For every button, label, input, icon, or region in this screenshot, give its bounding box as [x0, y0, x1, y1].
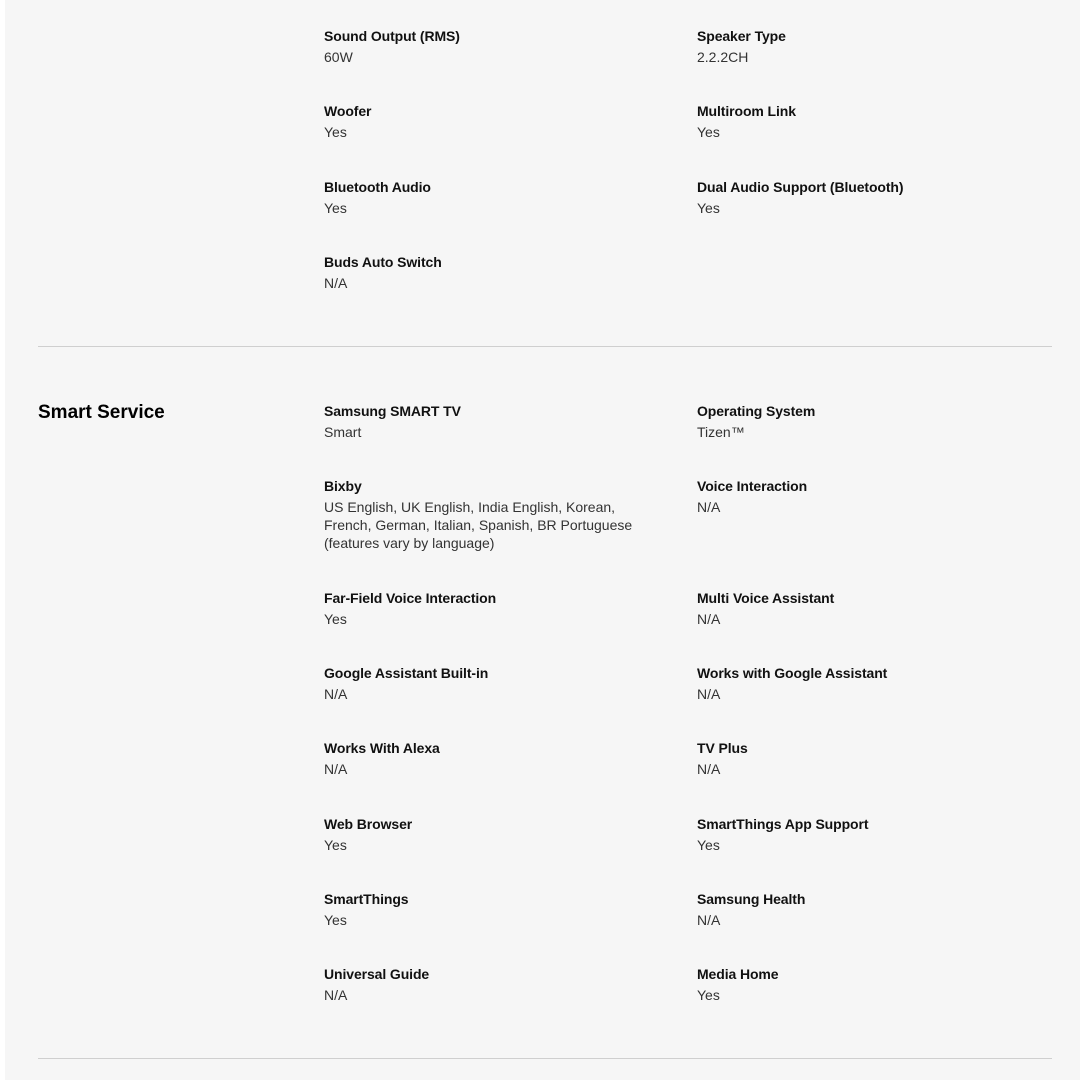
section-divider — [38, 346, 1052, 347]
spec-name: SmartThings — [324, 891, 409, 907]
section-divider — [38, 1058, 1052, 1059]
spec-name: Far-Field Voice Interaction — [324, 590, 497, 606]
spec-value: Yes — [324, 837, 347, 853]
spec-value: N/A — [697, 611, 721, 627]
spec-name: Dual Audio Support (Bluetooth) — [697, 179, 904, 195]
spec-value: N/A — [324, 761, 348, 777]
spec-item-sound-output — [324, 27, 664, 66]
spec-value: N/A — [324, 686, 348, 702]
spec-name: Universal Guide — [324, 966, 430, 982]
spec-value: Yes — [324, 124, 347, 140]
spec-value: Yes — [324, 200, 347, 216]
spec-item-operating-system — [697, 402, 1037, 441]
spec-value: Yes — [697, 200, 720, 216]
spec-value: Yes — [324, 611, 347, 627]
spec-value: 60W — [324, 49, 353, 65]
spec-value: Yes — [697, 837, 720, 853]
spec-name: Works With Alexa — [324, 740, 440, 756]
spec-item-google-assistant-built-in — [324, 664, 664, 703]
spec-value: Tizen™ — [697, 424, 745, 440]
spec-item-multiroom-link — [697, 102, 1037, 141]
spec-item-smartthings — [324, 890, 664, 929]
spec-item-far-field-voice — [324, 589, 664, 628]
spec-item-multi-voice-assistant — [697, 589, 1037, 628]
spec-value: Yes — [324, 912, 347, 928]
spec-item-works-with-google-assistant — [697, 664, 1037, 703]
spec-name: Web Browser — [324, 816, 413, 832]
spec-value: US English, UK English, India English, Korean, French, German, Italian, Spanish, BR Portuguese (features vary by language) — [324, 499, 633, 551]
spec-value: Yes — [697, 987, 720, 1003]
spec-item-media-home — [697, 965, 1037, 1004]
spec-item-smartthings-app-support — [697, 815, 1037, 854]
spec-value: Smart — [324, 424, 362, 440]
spec-item-speaker-type — [697, 27, 1037, 66]
spec-item-samsung-smart-tv — [324, 402, 664, 441]
spec-name: SmartThings App Support — [697, 816, 869, 832]
spec-page — [5, 0, 1080, 1080]
spec-name: Samsung Health — [697, 891, 806, 907]
spec-name: Buds Auto Switch — [324, 254, 442, 270]
spec-name: Google Assistant Built-in — [324, 665, 489, 681]
spec-name: Voice Interaction — [697, 478, 808, 494]
spec-value: N/A — [324, 275, 348, 291]
spec-name: TV Plus — [697, 740, 748, 756]
spec-item-voice-interaction — [697, 477, 1037, 516]
spec-value: N/A — [697, 912, 721, 928]
spec-value: 2.2.2CH — [697, 49, 749, 65]
spec-value: N/A — [697, 686, 721, 702]
spec-item-bluetooth-audio — [324, 178, 664, 217]
spec-name: Multi Voice Assistant — [697, 590, 835, 606]
spec-value: Yes — [697, 124, 720, 140]
spec-name: Samsung SMART TV — [324, 403, 461, 419]
spec-item-web-browser — [324, 815, 664, 854]
spec-name: Operating System — [697, 403, 816, 419]
spec-name: Bluetooth Audio — [324, 179, 431, 195]
section-title: Smart Service — [38, 402, 165, 423]
spec-name: Woofer — [324, 103, 372, 119]
spec-item-dual-audio-support — [697, 178, 1037, 217]
spec-value: N/A — [697, 761, 721, 777]
spec-name: Media Home — [697, 966, 779, 982]
spec-item-bixby — [324, 477, 664, 552]
spec-name: Multiroom Link — [697, 103, 796, 119]
spec-name: Bixby — [324, 478, 362, 494]
spec-item-samsung-health — [697, 890, 1037, 929]
spec-name: Speaker Type — [697, 28, 786, 44]
spec-item-buds-auto-switch — [324, 253, 664, 292]
spec-item-works-with-alexa — [324, 739, 664, 778]
spec-item-woofer — [324, 102, 664, 141]
spec-item-universal-guide — [324, 965, 664, 1004]
spec-value: N/A — [697, 499, 721, 515]
spec-name: Works with Google Assistant — [697, 665, 888, 681]
spec-value: N/A — [324, 987, 348, 1003]
spec-name: Sound Output (RMS) — [324, 28, 460, 44]
spec-item-tv-plus — [697, 739, 1037, 778]
